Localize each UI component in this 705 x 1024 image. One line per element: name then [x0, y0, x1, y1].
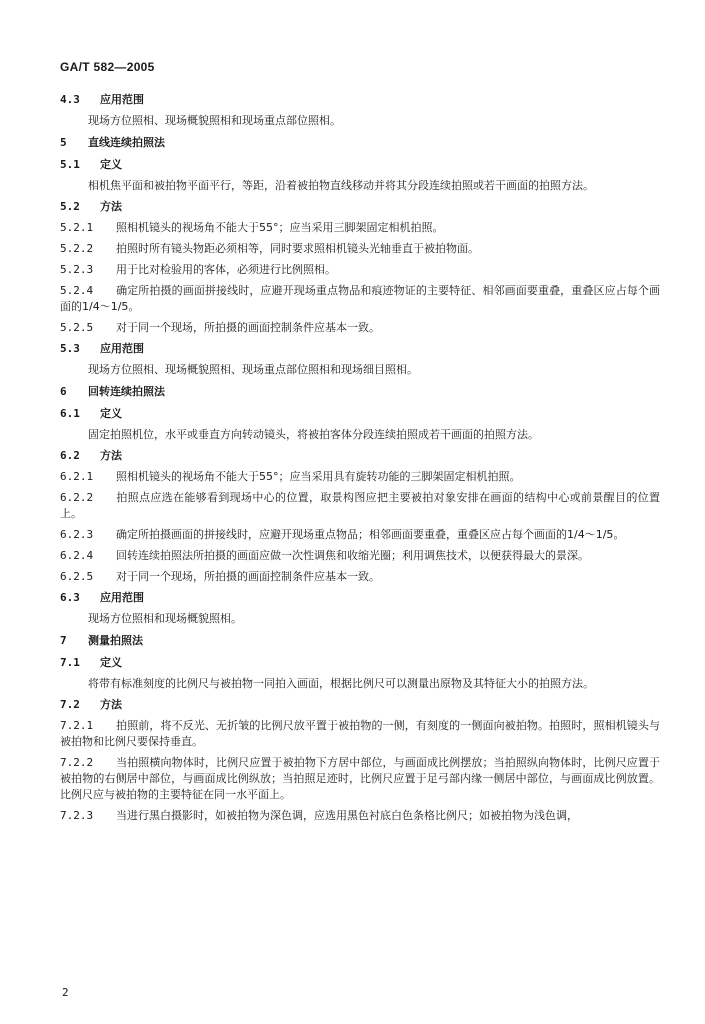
chapter-title: 直线连续拍照法: [88, 136, 165, 149]
section-number: 6.2: [60, 449, 80, 462]
document-body: [60, 92, 660, 829]
clause-6-2-5: [60, 569, 660, 585]
clause-text: 当进行黑白摄影时，如被拍物为深色调，应选用黑色衬底白色条格比例尺；如被拍物为浅色调，: [116, 809, 578, 822]
section-body: 现场方位照相、现场概貌照相和现场重点部位照相。: [88, 114, 341, 127]
section-heading-7-1: [60, 655, 660, 671]
clause-text: 用于比对检验用的客体，必须进行比例照相。: [116, 263, 336, 276]
section-title: 应用范围: [100, 591, 144, 604]
section-heading-5-2: [60, 199, 660, 215]
section-title: 方法: [100, 449, 122, 462]
section-title: 定义: [100, 656, 122, 669]
chapter-heading-6: [60, 384, 660, 400]
clause-text: 照相机镜头的视场角不能大于55°；应当采用具有旋转功能的三脚架固定相机拍照。: [116, 470, 521, 483]
clause-text: 当拍照横向物体时，比例尺应置于被拍物下方居中部位，与画面成比例摆放；当拍照纵向物体时，比例尺应置于被拍物的右侧居中部位，与画面成比例纵放；当拍照足迹时，比例尺应置于足弓部内缘一侧居中部位，与画面成比例放置。比例尺应与被拍物的主要特征在同一水平面上。: [60, 756, 660, 801]
section-heading-5-3: [60, 341, 660, 357]
section-number: 5.1: [60, 158, 80, 171]
clause-text: 拍照时所有镜头物距必须相等，同时要求照相机镜头光轴垂直于被拍物面。: [116, 242, 479, 255]
section-heading-4-3: [60, 92, 660, 108]
clause-5-2-2: [60, 241, 660, 257]
clause-5-2-5: [60, 320, 660, 336]
clause-5-2-3: [60, 262, 660, 278]
clause-text: 回转连续拍照法所拍摄的画面应做一次性调焦和收缩光圈；利用调焦技术，以便获得最大的景深。: [116, 549, 589, 562]
section-number: 6.1: [60, 407, 80, 420]
clause-6-2-3: [60, 527, 660, 543]
section-body: 现场方位照相和现场概貌照相。: [88, 612, 242, 625]
clause-text: 确定所拍摄的画面拼接线时，应避开现场重点物品和痕迹物证的主要特征、相邻画面要重叠，重叠区应占每个画面的1/4～1/5。: [60, 284, 660, 313]
section-number: 5.2: [60, 200, 80, 213]
clause-number: 6.2.1: [60, 470, 94, 483]
clause-number: 6.2.2: [60, 491, 94, 504]
clause-number: 6.2.3: [60, 528, 94, 541]
section-title: 定义: [100, 158, 122, 171]
section-title: 方法: [100, 698, 122, 711]
page-number: 2: [62, 986, 69, 999]
clause-text: 确定所拍摄画面的拼接线时，应避开现场重点物品；相邻画面要重叠，重叠区应占每个画面的1/4～1/5。: [116, 528, 625, 541]
section-number: 5.3: [60, 342, 80, 355]
clause-text: 对于同一个现场，所拍摄的画面控制条件应基本一致。: [116, 570, 380, 583]
section-title: 方法: [100, 200, 122, 213]
clause-7-2-3: [60, 808, 660, 824]
clause-number: 7.2.2: [60, 756, 94, 769]
chapter-number: 5: [60, 136, 67, 149]
clause-6-2-1: [60, 469, 660, 485]
clause-5-2-4: [60, 283, 660, 315]
chapter-number: 7: [60, 634, 67, 647]
section-number: 6.3: [60, 591, 80, 604]
clause-number: 7.2.3: [60, 809, 94, 822]
section-body: 相机焦平面和被拍物平面平行，等距，沿着被拍物直线移动并将其分段连续拍照或若干画面的拍照方法。: [88, 179, 594, 192]
section-heading-6-2: [60, 448, 660, 464]
chapter-heading-5: [60, 135, 660, 151]
clause-7-2-1: [60, 718, 660, 750]
chapter-title: 测量拍照法: [88, 634, 143, 647]
section-heading-6-3: [60, 590, 660, 606]
chapter-heading-7: [60, 633, 660, 649]
section-body: 将带有标准刻度的比例尺与被拍物一同拍入画面，根据比例尺可以测量出原物及其特征大小的拍照方法。: [88, 677, 594, 690]
clause-number: 5.2.3: [60, 263, 94, 276]
clause-number: 7.2.1: [60, 719, 94, 732]
clause-number: 5.2.4: [60, 284, 94, 297]
clause-number: 5.2.5: [60, 321, 94, 334]
clause-6-2-2: [60, 490, 660, 522]
chapter-title: 回转连续拍照法: [88, 385, 165, 398]
section-body: 固定拍照机位，水平或垂直方向转动镜头，将被拍客体分段连续拍照成若干画面的拍照方法。: [88, 428, 539, 441]
section-body: 现场方位照相、现场概貌照相、现场重点部位照相和现场细目照相。: [88, 363, 418, 376]
section-number: 7.2: [60, 698, 80, 711]
clause-number: 6.2.4: [60, 549, 94, 562]
clause-number: 5.2.1: [60, 221, 94, 234]
section-heading-7-2: [60, 697, 660, 713]
section-heading-5-1: [60, 157, 660, 173]
section-heading-6-1: [60, 406, 660, 422]
clause-text: 照相机镜头的视场角不能大于55°；应当采用三脚架固定相机拍照。: [116, 221, 444, 234]
clause-number: 5.2.2: [60, 242, 94, 255]
section-title: 应用范围: [100, 342, 144, 355]
standard-code-header: GA/T 582—2005: [60, 60, 155, 74]
clause-7-2-2: [60, 755, 660, 803]
clause-number: 6.2.5: [60, 570, 94, 583]
chapter-number: 6: [60, 385, 67, 398]
clause-text: 拍照点应选在能够看到现场中心的位置，取景构图应把主要被拍对象安排在画面的结构中心或前景醒目的位置上。: [60, 491, 660, 520]
clause-5-2-1: [60, 220, 660, 236]
section-number: 4.3: [60, 93, 80, 106]
clause-text: 拍照前，将不反光、无折皱的比例尺放平置于被拍物的一侧，有刻度的一侧面向被拍物。拍照时，照相机镜头与被拍物和比例尺要保持垂直。: [60, 719, 660, 748]
section-title: 定义: [100, 407, 122, 420]
section-number: 7.1: [60, 656, 80, 669]
section-title: 应用范围: [100, 93, 144, 106]
clause-text: 对于同一个现场，所拍摄的画面控制条件应基本一致。: [116, 321, 380, 334]
clause-6-2-4: [60, 548, 660, 564]
